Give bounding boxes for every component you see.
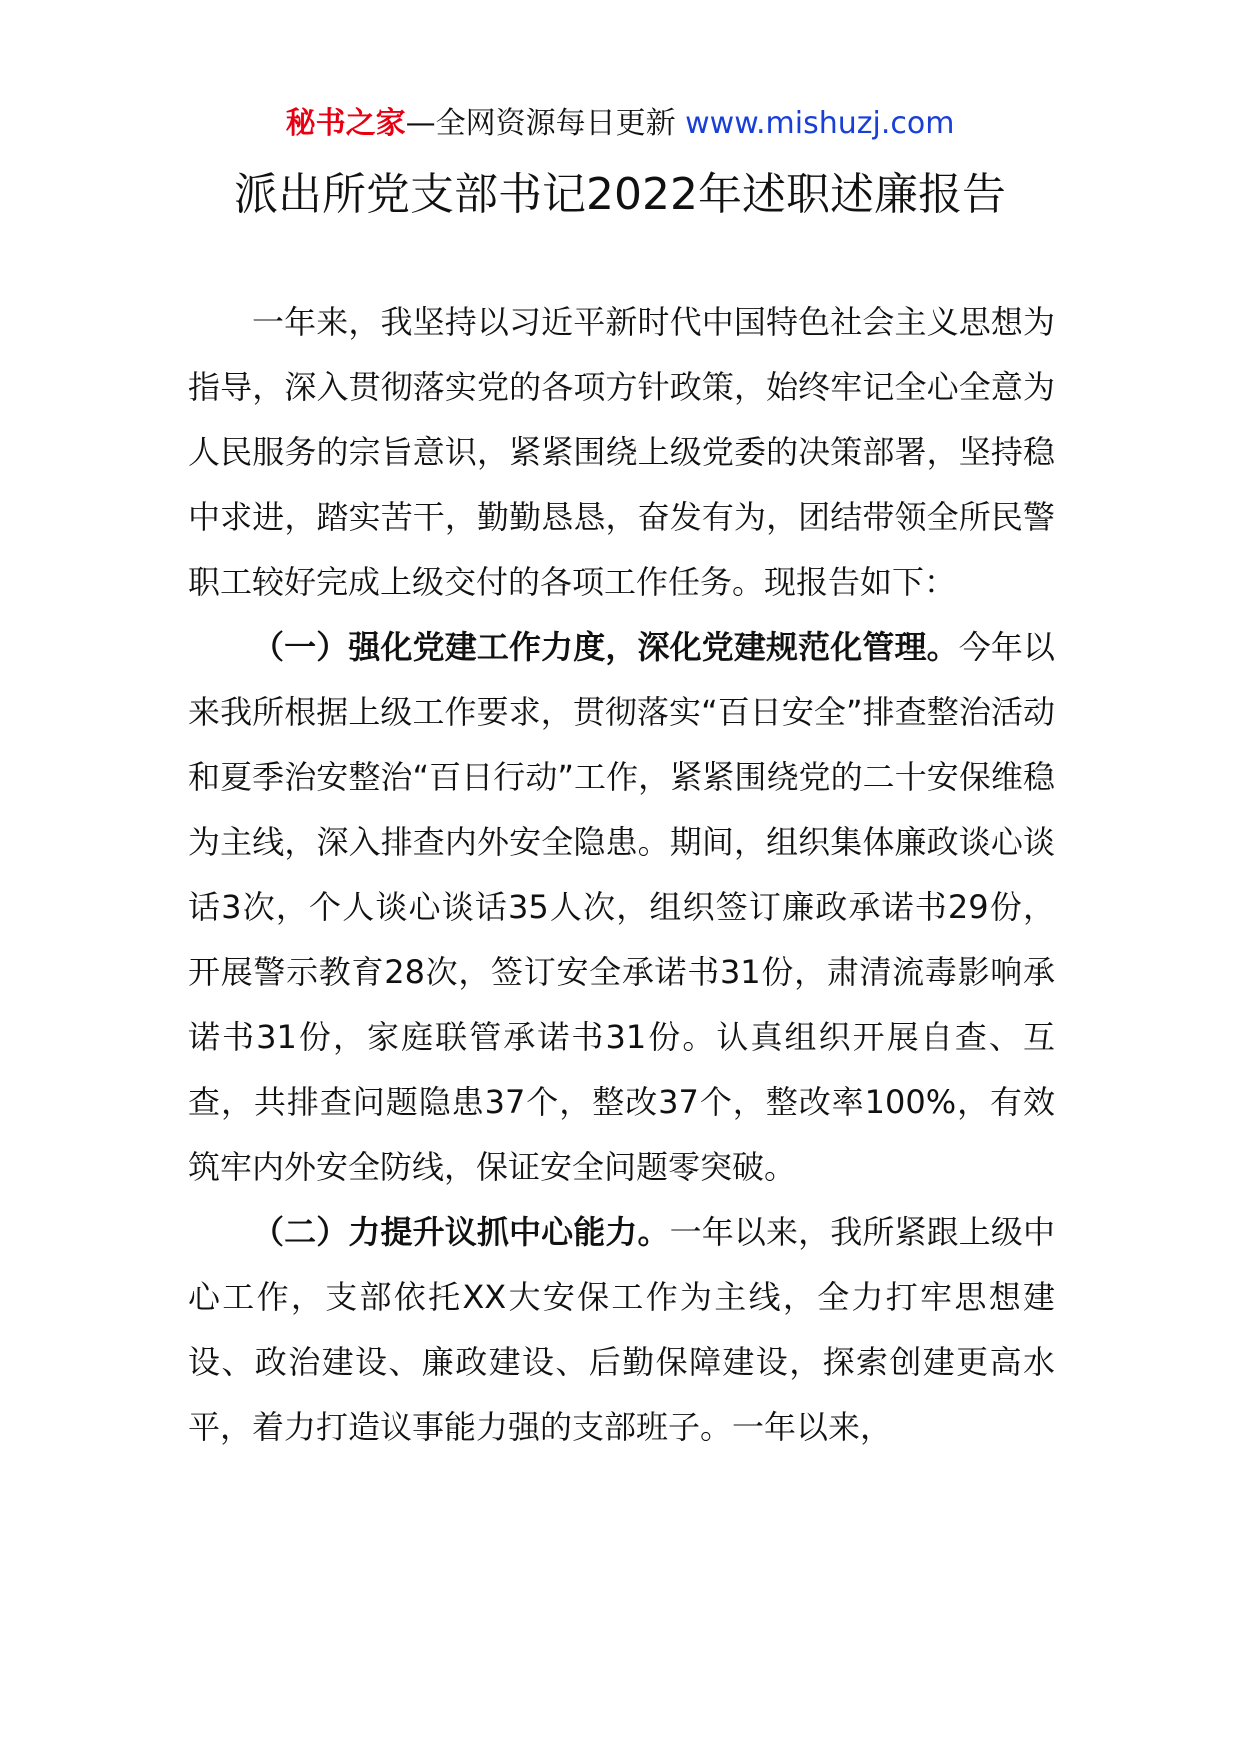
brand-name: 秘书之家 — [285, 106, 406, 141]
section-two-paragraph — [188, 1200, 1055, 1460]
site-url[interactable]: www.mishuzj.com — [685, 106, 955, 141]
header-tagline: —全网资源每日更新 — [405, 106, 676, 141]
document-title: 派出所党支部书记2022年述职述廉报告 — [234, 169, 1006, 220]
section-heading: （一）强化党建工作力度，深化党建规范化管理。 — [252, 628, 959, 666]
document-body — [188, 290, 1055, 1460]
section-heading: （二）力提升议抓中心能力。 — [252, 1213, 670, 1251]
paragraph-text: 一年以来，我所紧跟上级中心工作，支部依托XX大安保工作为主线，全力打牢思想建设、政治建设、廉政建设、后勤保障建设，探索创建更高水平，着力打造议事能力强的支部班子。一年以来， — [188, 1213, 1055, 1446]
paragraph-text: 一年来，我坚持以习近平新时代中国特色社会主义思想为指导，深入贯彻落实党的各项方针政策，始终牢记全心全意为人民服务的宗旨意识，紧紧围绕上级党委的决策部署，坚持稳中求进，踏实苦干，勤勤恳恳，奋发有为，团结带领全所民警职工较好完成上级交付的各项工作任务。现报告如下： — [188, 303, 1055, 601]
site-header — [0, 104, 1240, 144]
section-one-paragraph — [188, 615, 1055, 1200]
intro-paragraph — [188, 290, 1055, 615]
paragraph-text: 今年以来我所根据上级工作要求，贯彻落实“百日安全”排查整治活动和夏季治安整治“百日行动”工作，紧紧围绕党的二十安保维稳为主线，深入排查内外安全隐患。期间，组织集体廉政谈心谈话3次，个人谈心谈话35人次，组织签订廉政承诺书29份，开展警示教育28次，签订安全承诺书31份，肃清流毒影响承诺书31份，家庭联管承诺书31份。认真组织开展自查、互查，共排查问题隐患37个，整改37个，整改率100%，有效筑牢内外安全防线，保证安全问题零突破。 — [188, 628, 1055, 1186]
